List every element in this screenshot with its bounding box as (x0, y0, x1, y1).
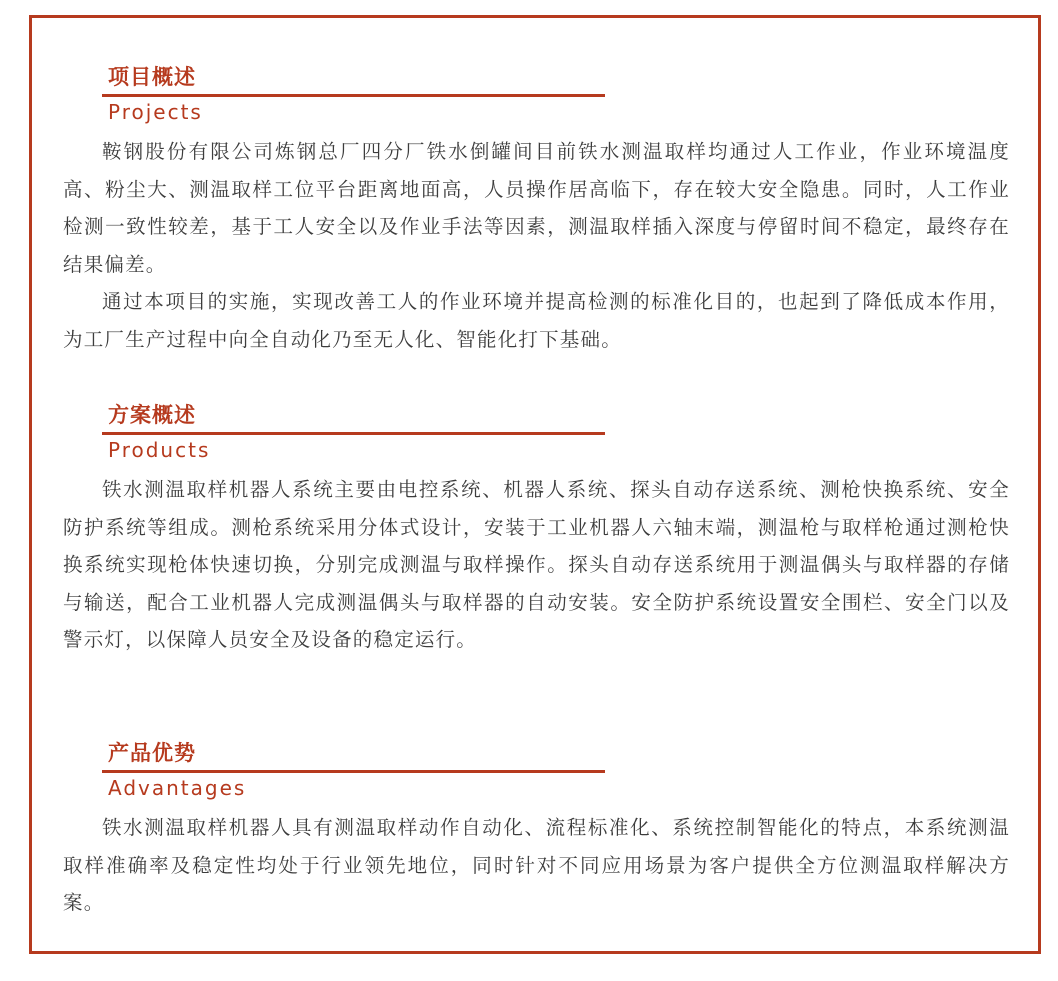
section-title: 方案概述 (108, 403, 196, 427)
section-body (63, 809, 1010, 922)
content-frame (29, 15, 1041, 954)
section-subtitle: Products (108, 438, 211, 462)
section-subtitle: Projects (108, 100, 203, 124)
section-title: 项目概述 (108, 65, 196, 89)
paragraph: 铁水测温取样机器人系统主要由电控系统、机器人系统、探头自动存送系统、测枪快换系统、安全防护系统等组成。测枪系统采用分体式设计，安装于工业机器人六轴末端，测温枪与取样枪通过测枪快换系统实现枪体快速切换，分别完成测温与取样操作。探头自动存送系统用于测温偶头与取样器的存储与输送，配合工业机器人完成测温偶头与取样器的自动安装。安全防护系统设置安全围栏、安全门以及警示灯，以保障人员安全及设备的稳定运行。 (63, 478, 1010, 651)
section-title: 产品优势 (108, 741, 196, 765)
paragraph: 鞍钢股份有限公司炼钢总厂四分厂铁水倒罐间目前铁水测温取样均通过人工作业，作业环境温度高、粉尘大、测温取样工位平台距离地面高，人员操作居高临下，存在较大安全隐患。同时，人工作业检测一致性较差，基于工人安全以及作业手法等因素，测温取样插入深度与停留时间不稳定，最终存在结果偏差。 (63, 140, 1010, 276)
section-body (63, 471, 1010, 659)
section-subtitle: Advantages (108, 776, 247, 800)
paragraph: 通过本项目的实施，实现改善工人的作业环境并提高检测的标准化目的，也起到了降低成本作用，为工厂生产过程中向全自动化乃至无人化、智能化打下基础。 (63, 290, 1010, 351)
paragraph: 铁水测温取样机器人具有测温取样动作自动化、流程标准化、系统控制智能化的特点，本系统测温取样准确率及稳定性均处于行业领先地位，同时针对不同应用场景为客户提供全方位测温取样解决方案。 (63, 816, 1010, 914)
section-body (63, 133, 1010, 358)
